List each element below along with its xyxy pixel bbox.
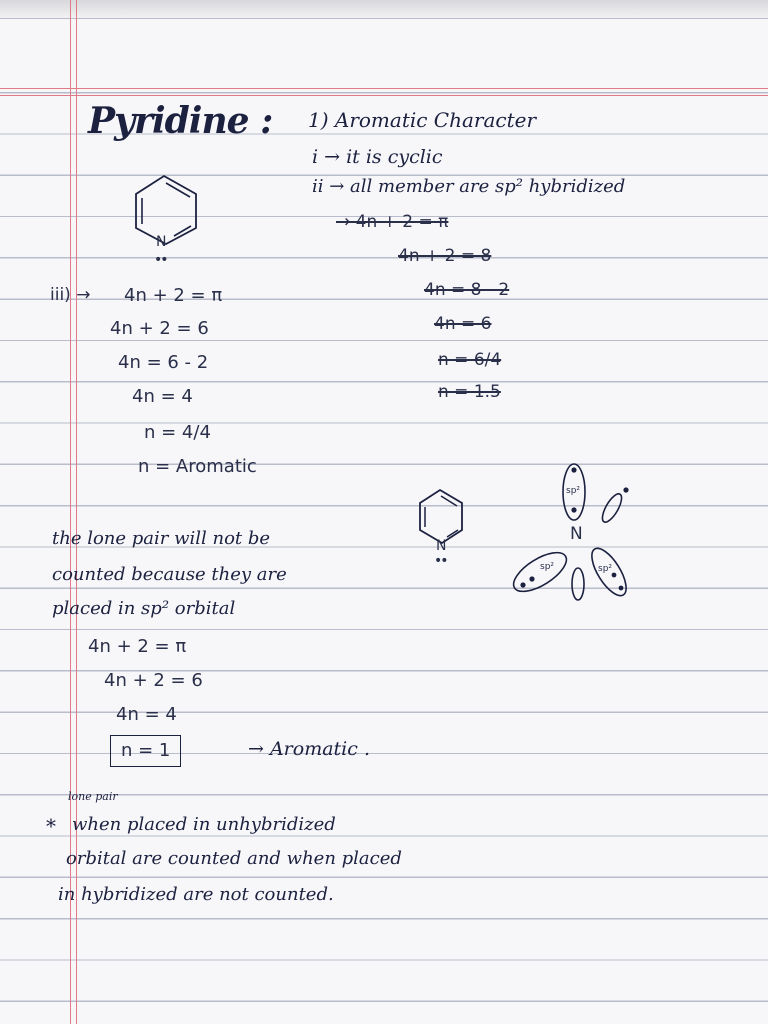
calc-line: 4n = 4: [132, 386, 193, 407]
wrong-calc-line: 4n + 2 = 8: [398, 246, 492, 266]
calc-line: 4n + 2 = π: [124, 285, 223, 306]
calc-line: 4n + 2 = 6: [110, 318, 209, 339]
lobe-label: sp²: [540, 562, 555, 572]
wrong-calc-line: n = 1.5: [438, 382, 501, 402]
orbital-nitrogen: N: [570, 524, 583, 544]
lobe-label: sp²: [598, 564, 613, 574]
point-cyclic: i → it is cyclic: [312, 146, 443, 168]
lone-pair-dots-small: ••: [434, 553, 447, 569]
calc2-line: 4n + 2 = π: [88, 636, 187, 657]
note-line: the lone pair will not be: [52, 528, 271, 549]
footnote-line: in hybridized are not counted.: [58, 884, 334, 905]
page-title: Pyridine :: [88, 100, 273, 142]
aromatic-result: → Aromatic .: [248, 738, 370, 760]
margin-line: [76, 0, 77, 1024]
boxed-answer: n = 1: [110, 735, 181, 767]
calc2-line: 4n = 4: [116, 704, 177, 725]
footnote-superscript: lone pair: [68, 790, 118, 803]
margin-line: [70, 0, 71, 1024]
note-line: placed in sp² orbital: [52, 598, 236, 619]
calc-label: iii) →: [50, 285, 91, 305]
point-hybridized: ii → all member are sp² hybridized: [312, 176, 626, 197]
ring-nitrogen-label-small: N: [436, 538, 447, 554]
lobe-label: sp²: [566, 486, 581, 496]
wrong-calc-line: → 4n + 2 = π: [336, 212, 449, 232]
calc-line: 4n = 6 - 2: [118, 352, 209, 373]
footnote-line: when placed in unhybridized: [72, 814, 336, 835]
lone-pair-dots: ••: [154, 252, 167, 268]
calc2-line: 4n + 2 = 6: [104, 670, 203, 691]
page-top-edge: [0, 0, 768, 18]
calc-line: n = 4/4: [144, 422, 211, 443]
wrong-calc-line: 4n = 6: [434, 314, 492, 334]
calc-result: n = Aromatic: [138, 456, 257, 477]
wrong-calc-line: n = 6/4: [438, 350, 502, 370]
note-line: counted because they are: [52, 564, 287, 585]
aromatic-heading: 1) Aromatic Character: [308, 108, 537, 132]
pyridine-structure: [128, 168, 208, 268]
footnote-line: orbital are counted and when placed: [66, 848, 402, 869]
header-line: [0, 88, 768, 89]
ring-nitrogen-label: N: [156, 234, 167, 250]
wrong-calc-line: 4n = 8 - 2: [424, 280, 510, 300]
header-line: [0, 95, 768, 96]
footnote-marker: *: [46, 814, 56, 838]
